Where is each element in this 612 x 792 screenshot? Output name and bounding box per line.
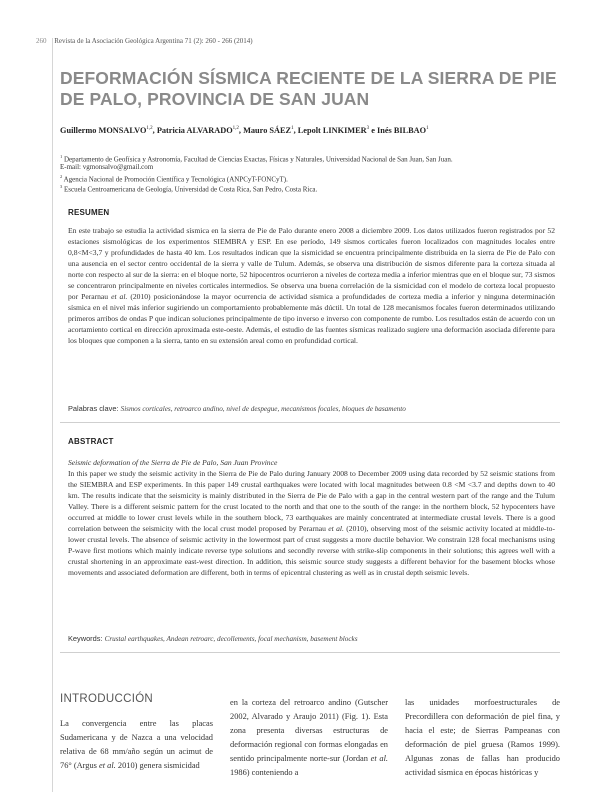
affiliation-text: Agencia Nacional de Promoción Científica y Tecnológica (ANPCyT-FONCyT). — [63, 175, 288, 184]
affiliation-number: 3 — [60, 184, 63, 189]
palabras-clave — [68, 404, 555, 413]
running-header — [36, 37, 253, 45]
affiliation-text: Escuela Centroamericana de Geología, Universidad de Costa Rica, San Pedro, Costa Rica. — [64, 185, 318, 194]
author-affiliation: 3 — [366, 126, 370, 132]
citation-etal: et al. — [111, 292, 128, 302]
affiliation-text: Departamento de Geofísica y Astronomía, Facultad de Ciencias Exactas, Físicas y Naturales, Universidad Nacional de San Juan, San Juan. — [64, 155, 453, 164]
author-affiliation: 1 — [291, 126, 294, 132]
abstract-subtitle: Seismic deformation of the Sierra de Pie de Palo, San Juan Province — [68, 458, 278, 467]
palabras-clave-label: Palabras clave: — [68, 404, 121, 413]
author-name: Inés BILBAO — [377, 126, 427, 135]
abstract-text-part: In this paper we study the seismic activity in the Sierra de Pie de Palo during January 2008 to December 2009 using data recorded by 52 seismic stations from the SIEMBRA and ESP experiments. In this paper 149 crustal earthquakes were located with local magnitudes between 0.8 <M <3.7 and depths down to 40 km. The results indicate that the seismicity is mainly distributed in the Sierra de Pie de Palo with a gap in the central western part of the range and the Tulum Valley. There is a different seismic pattern for the crust located to the north and that one to the south of the range: in the northern block, 52 hypocenters have occurred at middle to lower crust levels while in the southern block, 73 earthquakes are mainly concentrated at intermediate crustal levels. There is a good correlation between the seismicity with the local crust model proposed by Perarnau — [68, 469, 555, 534]
affiliation-3 — [60, 182, 560, 194]
author-list — [60, 126, 429, 135]
author-separator: e — [369, 126, 378, 135]
affiliation-number: 1 — [60, 154, 63, 159]
page-number: 260 — [36, 37, 47, 45]
abstract-text — [68, 457, 555, 579]
keywords-value: Crustal earthquakes, Andean retroarc, decollements, focal mechanism, basement blocks — [104, 635, 358, 643]
section-divider — [60, 422, 560, 423]
resumen-heading: RESUMEN — [68, 208, 110, 217]
resumen-text-part: (2010) posicionándose la mayor ocurrencia de actividad sísmica a profundidades de corteza media a inferior y ninguna determinación sísmica en el nivel más inferior sugiriendo un comportamiento probablemente más dúctil. Un total de 128 mecanismos focales fueron determinados utilizando primeros arribos de ondas P que indican soluciones principalmente de tipo inverso e inverso con componente de rumbo. Los resultados están de acuerdo con un acortamiento cortical en dirección aproximada este-oeste. Además, el estudio de las fuentes sísmicas realizado sugiere una deformación asociada diferente para los bloques que componen a la sierra, tanto en su extensión areal como en profundidad cortical. — [68, 292, 555, 346]
keywords-label: Keywords: — [68, 634, 105, 643]
author-affiliation: 1,2 — [232, 126, 239, 132]
author-affiliation: 1,2 — [146, 126, 153, 132]
section-divider — [60, 652, 560, 653]
citation-etal: et al. — [99, 761, 116, 771]
author-name: Mauro SÁEZ — [243, 126, 292, 135]
author-affiliation: 1 — [426, 126, 429, 132]
affiliation-number: 2 — [60, 174, 63, 179]
intro-text: La convergencia entre las placas Sudamericana y de Nazca a una velocidad relativa de 68 mm/año según un acimut de 76° (Argus — [60, 719, 213, 771]
resumen-text — [68, 225, 555, 347]
intro-column-1 — [60, 717, 213, 773]
keywords — [68, 634, 555, 643]
resumen-text-part: En este trabajo se estudia la actividad sísmica en la sierra de Pie de Palo durante enero 2008 a diciembre 2009. Los datos utilizados fueron registrados por 52 estaciones sismológicas de los experimentos SIEMBRA y ESP. En ese período, 149 sismos corticales fueron localizados con magnitudes locales entre 0,8<M<3,7 y profundidades de hasta 40 km. Los resultados indican que la sismicidad se encuentra principalmente distribuida en la sierra de Pie de Palo con una ausencia en el sector centro occidental de la sierra y valle de Tulum. Además, se observa una distribución de sismos diferente para la corteza situada al norte con respecto al sur de la sierra: en el bloque norte, 52 hipocentros ocurrieron a niveles de corteza media a inferior mientras que en el bloque sur, 73 sismos se concentraron principalmente en niveles corticales intermedios. Se observa una buena correlación de la sismicidad con el modelo de corteza local propuesto por Perarnau — [68, 226, 556, 302]
intro-text: 1986) conteniendo a — [230, 768, 299, 778]
contact-email[interactable]: E-mail: vgmonsalvo@gmail.com — [60, 163, 154, 171]
citation-etal: et al. — [370, 754, 388, 764]
author-name: Guillermo MONSALVO — [60, 126, 147, 135]
intro-text: en la corteza del retroarco andino (Gutscher 2002, Alvarado y Araujo 2011) (Fig. 1). Esta zona presenta diversas estructuras de deformación regional con formas elongadas en sentido principalmente norte-sur (Jordan — [230, 698, 388, 764]
author-name: Patricia ALVARADO — [156, 126, 233, 135]
intro-column-2 — [230, 696, 388, 780]
palabras-clave-value: Sismos corticales, retroarco andino, nivel de despegue, mecanismos focales, bloques de basamento — [120, 405, 406, 413]
intro-column-3: las unidades morfoestructurales de Precordillera con deformación de piel fina, y hacia el este; de Sierras Pampeanas con deformación de piel gruesa (Ramos 1999). Algunas zonas de fallas han producido actividad sísmica en épocas históricas y — [405, 698, 560, 778]
abstract-text-part: (2010), observing most of the seismic activity located at middle-to-lower crustal levels. The absence of seismic activity in the lowermost part of crust suggests a more ductile behavior. We constrain 128 focal mechanisms using P-wave first motions which mainly indicate reverse type solutions and secondly reverse with strike-slip components in their solutions; this agrees well with a crustal shortening in an approximate east-west direction. In addition, this seismic source study suggests a different behavior for the basement blocks whose movements and associated deformation are different, both in terms of epicentral clustering as well as in crustal depth seismic levels. — [68, 524, 555, 578]
journal-reference: Revista de la Asociación Geológica Argentina 71 (2): 260 - 266 (2014) — [54, 37, 253, 45]
introduccion-heading: INTRODUCCIÓN — [60, 693, 154, 705]
author-name: Lepolt LINKIMER — [297, 126, 367, 135]
intro-text: 2010) genera sismicidad — [115, 761, 200, 771]
citation-etal: et al. — [328, 524, 344, 534]
abstract-heading: ABSTRACT — [68, 437, 114, 446]
author-separator: , — [238, 126, 244, 135]
article-title: DEFORMACIÓN SÍSMICA RECIENTE DE LA SIERRA DE PIE DE PALO, PROVINCIA DE SAN JUAN — [60, 68, 557, 109]
author-separator: , — [293, 126, 298, 135]
margin-rule — [52, 38, 53, 792]
author-separator: , — [152, 126, 157, 135]
